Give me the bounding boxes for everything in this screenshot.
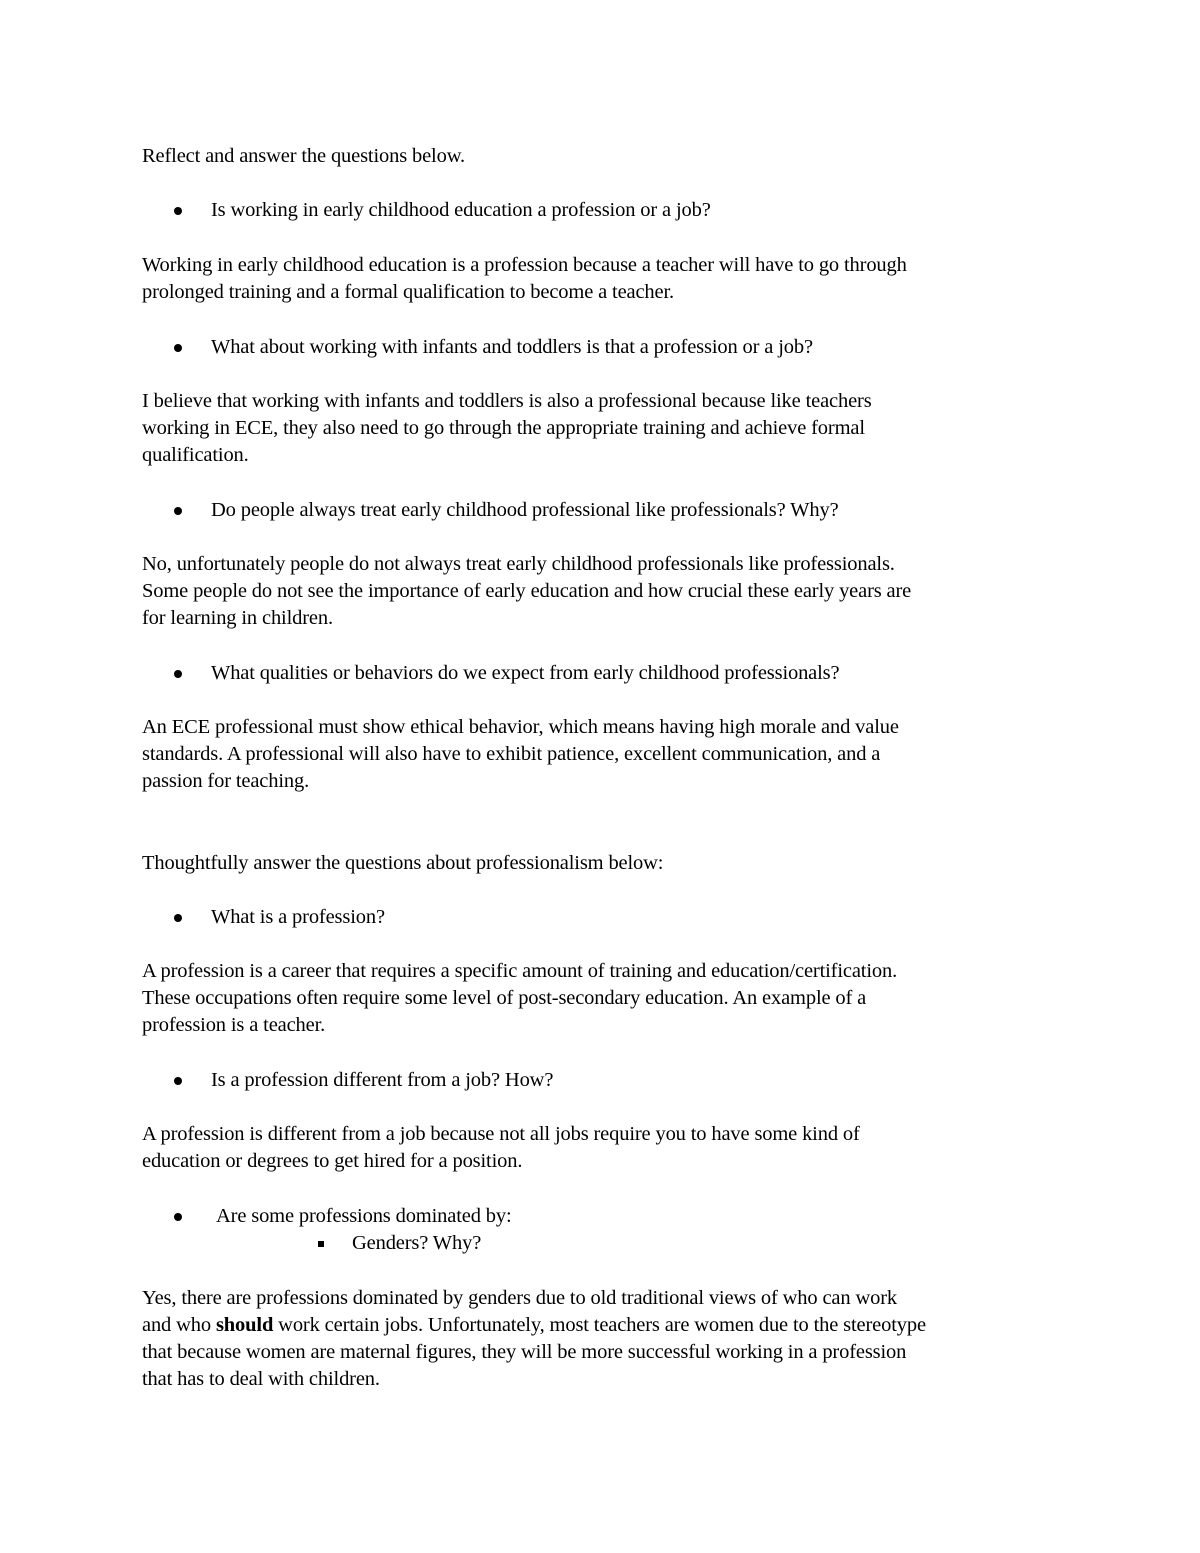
section2-intro: Thoughtfully answer the questions about professionalism below: <box>142 852 664 874</box>
section2-answer-3-line-1: Yes, there are professions dominated by genders due to old traditional views of who can work <box>142 1287 897 1309</box>
bullet-icon <box>174 507 182 515</box>
section1-answer-4-line-1: An ECE professional must show ethical behavior, which means having high morale and value <box>142 716 899 738</box>
section1-answer-2-line-1: I believe that working with infants and toddlers is also a professional because like teachers <box>142 390 872 412</box>
section1-answer-1-line-2: prolonged training and a formal qualification to become a teacher. <box>142 281 674 303</box>
section1-answer-2-line-2: working in ECE, they also need to go through the appropriate training and achieve formal <box>142 417 865 439</box>
section2-answer-3-line-2 <box>142 1312 926 1339</box>
section1-answer-1-line-1: Working in early childhood education is a profession because a teacher will have to go through <box>142 254 907 276</box>
section1-answer-3-line-2: Some people do not see the importance of early education and how crucial these early years are <box>142 580 912 602</box>
section1-question-4: What qualities or behaviors do we expect from early childhood professionals? <box>211 662 840 684</box>
square-bullet-icon <box>318 1241 324 1247</box>
section1-intro: Reflect and answer the questions below. <box>142 145 466 167</box>
section1-answer-2-line-3: qualification. <box>142 444 249 466</box>
section2-answer-1-line-1: A profession is a career that requires a specific amount of training and education/certification. <box>142 960 898 982</box>
answer-text: and who <box>142 1314 216 1336</box>
section2-question-3: Are some professions dominated by: <box>216 1205 512 1227</box>
section1-question-1: Is working in early childhood education a profession or a job? <box>211 199 711 221</box>
bullet-icon <box>174 1213 182 1221</box>
section2-answer-2-line-1: A profession is different from a job because not all jobs require you to have some kind of <box>142 1123 860 1145</box>
section1-answer-4-line-2: standards. A professional will also have to exhibit patience, excellent communication, and a <box>142 743 881 765</box>
section2-question-1: What is a profession? <box>211 906 385 928</box>
bullet-icon <box>174 914 182 922</box>
section1-answer-4-line-3: passion for teaching. <box>142 770 310 792</box>
section2-answer-3-line-3: that because women are maternal figures, they will be more successful working in a profession <box>142 1341 907 1363</box>
answer-text: work certain jobs. Unfortunately, most teachers are women due to the stereotype <box>273 1314 926 1336</box>
section2-question-3-sub: Genders? Why? <box>352 1232 482 1254</box>
bullet-icon <box>174 1077 182 1085</box>
section1-answer-3-line-3: for learning in children. <box>142 607 333 629</box>
section1-question-3: Do people always treat early childhood professional like professionals? Why? <box>211 499 839 521</box>
section2-answer-3-line-4: that has to deal with children. <box>142 1368 380 1390</box>
bullet-icon <box>174 207 182 215</box>
section1-answer-3-line-1: No, unfortunately people do not always treat early childhood professionals like professionals. <box>142 553 895 575</box>
bullet-icon <box>174 670 182 678</box>
section2-answer-2-line-2: education or degrees to get hired for a position. <box>142 1150 523 1172</box>
section2-question-2: Is a profession different from a job? How? <box>211 1069 554 1091</box>
section2-answer-1-line-3: profession is a teacher. <box>142 1014 326 1036</box>
bullet-icon <box>174 344 182 352</box>
emphasis-text: should <box>215 1314 274 1336</box>
section2-answer-1-line-2: These occupations often require some level of post-secondary education. An example of a <box>142 987 867 1009</box>
section1-question-2: What about working with infants and toddlers is that a profession or a job? <box>211 336 813 358</box>
